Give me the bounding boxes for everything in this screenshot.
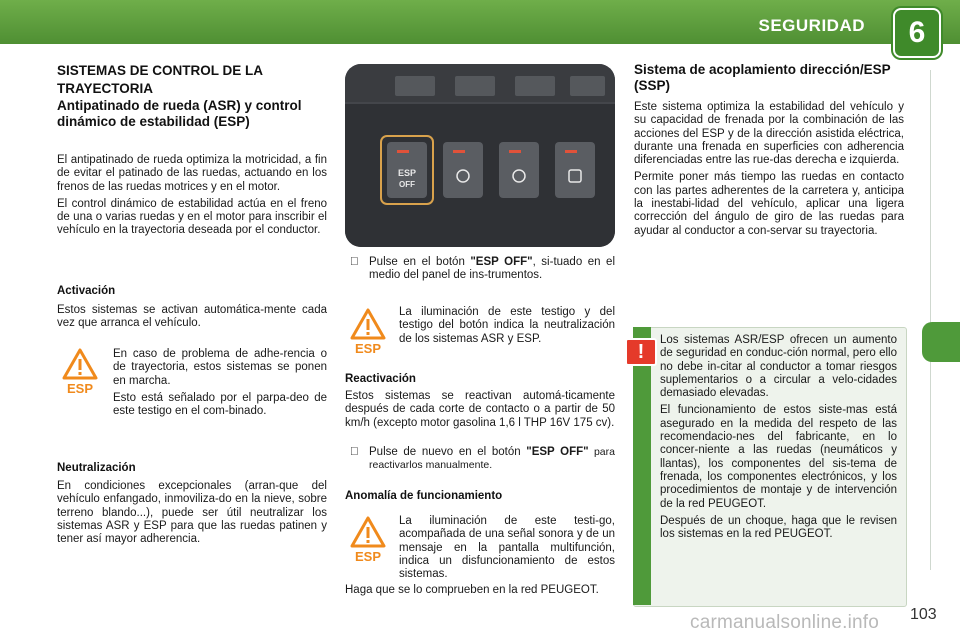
neutralization-text: En condiciones excepcionales (arran-que del vehículo enfangado, inmoviliza-do en la nieve, sobre terreno blando...), puede ser útil neutralizar los sistemas ASR y ESP para que las ruedas patinen y tener así mayor adherencia. bbox=[57, 480, 327, 546]
step1-button-name: "ESP OFF" bbox=[470, 256, 533, 268]
page-title: SISTEMAS DE CONTROL DE LA TRAYECTORIA bbox=[57, 63, 263, 96]
ssp-text bbox=[634, 101, 904, 242]
note-paragraph-2: El funcionamiento de estos siste-mas está asegurado en la medida del respeto de las recomendacio-nes del fabricante, en lo concer-niente a las ruedas (neumáticos y llantas), los componentes del sis-tema de frenada, los componentes electrónicos, y los procedimientos de montaje y de intervención de la red PEUGEOT. bbox=[660, 404, 897, 510]
activation-text: Estos sistemas se activan automática-mente cada vez que arranca el vehículo. bbox=[57, 304, 327, 330]
section-title: SEGURIDAD bbox=[758, 16, 865, 35]
dashboard-photo bbox=[345, 64, 615, 247]
malfunction-label: ESP bbox=[354, 549, 382, 564]
intro-text bbox=[57, 154, 327, 242]
malfunction-warning-icon bbox=[350, 516, 386, 569]
esp-warning-icon bbox=[62, 348, 98, 401]
chapter-badge: 6 bbox=[893, 8, 941, 58]
malfunction-text-1: La iluminación de este testi-go, acompañada de una señal sonora y de un mensaje en la pantalla multifunción, indica un disfuncionamiento de estos sistemas. bbox=[399, 515, 615, 581]
step1-suffix: , si-tuado en el medio del panel de ins-trumentos. bbox=[369, 256, 615, 282]
warning-description bbox=[113, 348, 327, 422]
esp-button-label: ESP bbox=[397, 168, 417, 178]
arrow-bullet-icon-2 bbox=[350, 446, 368, 459]
note-text bbox=[660, 334, 897, 545]
section-subtitle: Antipatinado de rueda (ASR) y control dinámico de estabilidad (ESP) bbox=[57, 98, 302, 129]
ssp-paragraph-2: Permite poner más tiempo las ruedas en contacto con las partes adherentes de la carretera y, anticipa la inestabi-lidad del vehículo, aplicar una ligera corrección del ángulo de giro de las ruedas para ayudar al conductor a con-servar su trayectoria. bbox=[634, 171, 904, 237]
malfunction-heading: Anomalía de funcionamiento bbox=[345, 490, 503, 502]
note-paragraph-1: Los sistemas ASR/ESP ofrecen un aumento de seguridad en conduc-ción normal, pero ello no debe in-citar al conductor a tomar riesgos suplementarios o a circular a velo-cidades demasiado elevadas. bbox=[660, 334, 897, 400]
note-accent-bar bbox=[633, 327, 651, 605]
step1-text bbox=[369, 256, 615, 283]
activation-heading: Activación bbox=[57, 285, 116, 297]
reactivation-heading: Reactivación bbox=[345, 373, 416, 385]
malfunction-text-2: Haga que se lo comprueben en la red PEUGEOT. bbox=[345, 584, 599, 596]
chapter-tabs bbox=[930, 70, 949, 570]
esp-indicator-icon bbox=[350, 308, 386, 361]
alert-icon: ! bbox=[625, 338, 657, 366]
ssp-heading: Sistema de acoplamiento dirección/ESP (SSP) bbox=[634, 62, 891, 93]
intro-paragraph-1: El antipatinado de rueda optimiza la motricidad, a fin de evitar el patinado de las ruedas, actuando en los frenos de las ruedas motrices y en el motor. bbox=[57, 154, 327, 193]
step2-prefix: Pulse de nuevo en el botón bbox=[369, 446, 527, 458]
indicator-label: ESP bbox=[354, 341, 382, 356]
page-number: 103 bbox=[910, 606, 937, 623]
step2-button-name: "ESP OFF" bbox=[526, 446, 589, 458]
warning-paragraph-1: En caso de problema de adhe-rencia o de trayectoria, estos sistemas se ponen en marcha. bbox=[113, 348, 327, 387]
step2-text bbox=[369, 446, 615, 473]
ssp-paragraph-1: Este sistema optimiza la estabilidad del vehículo y su capacidad de frenada por la combinación de las acciones del ESP y de la dirección asistida eléctrica, durante una frenada en superficies con adherencia diferenciadas entre las rue-das derecha e izquierda. bbox=[634, 101, 904, 167]
warning-label: ESP bbox=[66, 381, 94, 396]
active-chapter-tab[interactable] bbox=[922, 322, 960, 362]
indicator-text: La iluminación de este testigo y del testigo del botón indica la neutralización de los sistemas ASR y ESP. bbox=[399, 306, 615, 345]
step1-prefix: Pulse en el botón bbox=[369, 256, 471, 268]
arrow-bullet-icon bbox=[350, 256, 368, 269]
esp-off-button-label: OFF bbox=[399, 180, 415, 189]
note-paragraph-3: Después de un choque, haga que le revisen los sistemas en la red PEUGEOT. bbox=[660, 514, 897, 541]
intro-paragraph-2: El control dinámico de estabilidad actúa en el freno de una o varias ruedas y en el motor para inscribir el vehículo en la trayectoria deseada por el conductor. bbox=[57, 197, 327, 237]
step2-suffix: para reactivarlos manualmente. bbox=[369, 446, 615, 472]
warning-paragraph-2: Esto está señalado por el parpa-deo de este testigo en el com-binado. bbox=[113, 391, 327, 418]
neutralization-heading: Neutralización bbox=[57, 462, 136, 474]
reactivation-text: Estos sistemas se reactivan automá-ticamente después de cada corte de contacto o a partir de 50 km/h (excepto motor gasolina 1,6 l THP 16V 175 cv). bbox=[345, 390, 615, 429]
watermark: carmanualsonline.info bbox=[690, 612, 880, 633]
